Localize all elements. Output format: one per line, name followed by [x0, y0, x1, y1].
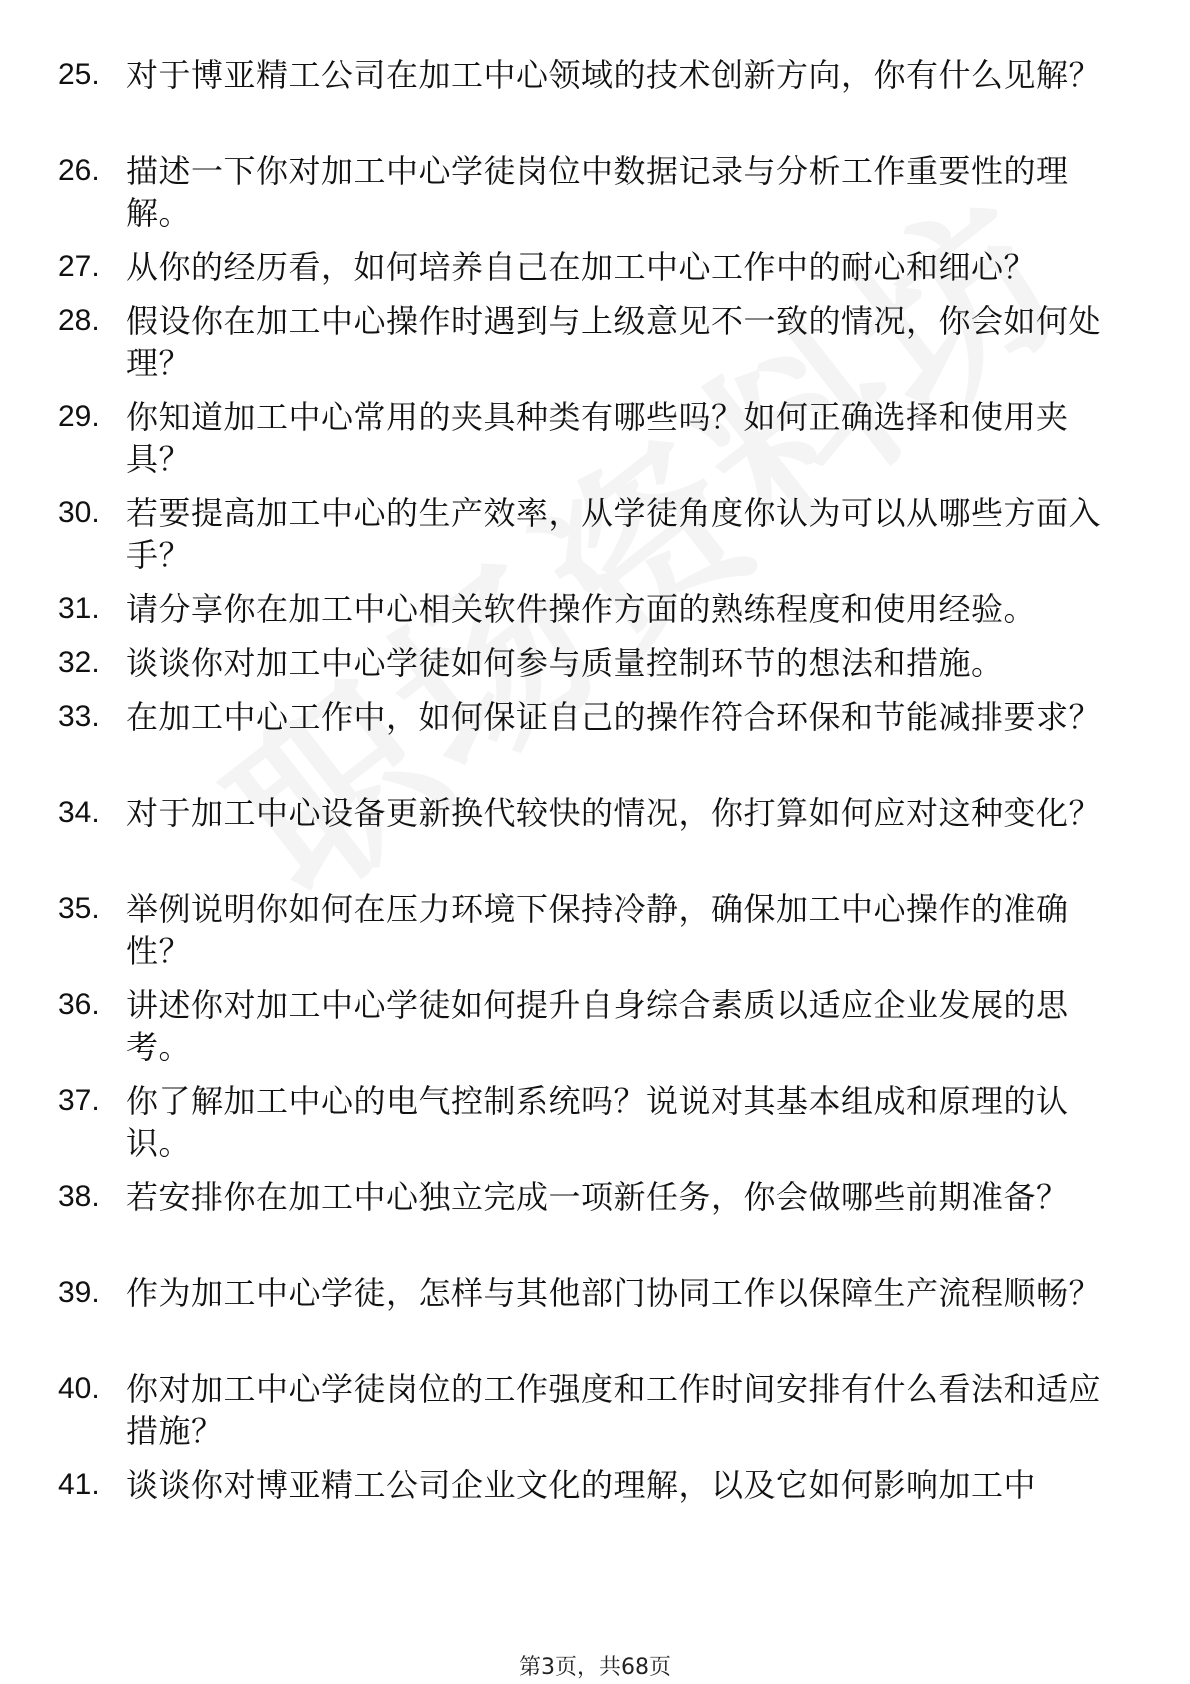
item-text: 假设你在加工中心操作时遇到与上级意见不一致的情况，你会如何处理？ [126, 302, 1102, 382]
item-number: 39. [58, 1276, 100, 1309]
item-number: 38. [58, 1180, 100, 1213]
list-item [58, 888, 1133, 972]
item-number: 30. [58, 496, 100, 529]
item-number: 36. [58, 988, 100, 1021]
item-text: 在加工中心工作中，如何保证自己的操作符合环保和节能减排要求？ [126, 698, 1102, 736]
list-item [58, 246, 1133, 288]
list-item [58, 150, 1133, 234]
item-number: 29. [58, 400, 100, 433]
list-item [58, 696, 1133, 738]
item-number: 33. [58, 700, 100, 733]
list-item [58, 642, 1133, 684]
list-item [58, 1176, 1133, 1218]
item-text: 谈谈你对博亚精工公司企业文化的理解，以及它如何影响加工中 [126, 1466, 1037, 1504]
item-number: 34. [58, 796, 100, 829]
item-number: 26. [58, 154, 100, 187]
item-number: 31. [58, 592, 100, 625]
list-item [58, 1464, 1133, 1506]
item-text: 谈谈你对加工中心学徒如何参与质量控制环节的想法和措施。 [126, 644, 1004, 682]
item-number: 25. [58, 58, 100, 91]
list-item [58, 396, 1133, 480]
item-text: 你对加工中心学徒岗位的工作强度和工作时间安排有什么看法和适应措施？ [126, 1370, 1102, 1450]
item-number: 35. [58, 892, 100, 925]
item-text: 作为加工中心学徒，怎样与其他部门协同工作以保障生产流程顺畅？ [126, 1274, 1102, 1312]
item-number: 28. [58, 304, 100, 337]
item-number: 27. [58, 250, 100, 283]
list-item [58, 1272, 1133, 1314]
item-text: 对于博亚精工公司在加工中心领域的技术创新方向，你有什么见解？ [126, 56, 1102, 94]
item-text: 若要提高加工中心的生产效率，从学徒角度你认为可以从哪些方面入手？ [126, 494, 1102, 574]
list-item [58, 588, 1133, 630]
item-text: 若安排你在加工中心独立完成一项新任务，你会做哪些前期准备？ [126, 1178, 1069, 1216]
list-item [58, 792, 1133, 834]
list-item [58, 984, 1133, 1068]
list-item [58, 1080, 1133, 1164]
list-item [58, 1368, 1133, 1452]
item-number: 41. [58, 1468, 100, 1501]
item-text: 举例说明你如何在压力环境下保持冷静，确保加工中心操作的准确性？ [126, 890, 1069, 970]
item-number: 32. [58, 646, 100, 679]
item-text: 你了解加工中心的电气控制系统吗？说说对其基本组成和原理的认识。 [126, 1082, 1069, 1162]
item-text: 请分享你在加工中心相关软件操作方面的熟练程度和使用经验。 [126, 590, 1037, 628]
item-text: 对于加工中心设备更新换代较快的情况，你打算如何应对这种变化？ [126, 794, 1102, 832]
item-number: 40. [58, 1372, 100, 1405]
page-footer: 第3页，共68页 [519, 1655, 671, 1680]
item-number: 37. [58, 1084, 100, 1117]
item-text: 描述一下你对加工中心学徒岗位中数据记录与分析工作重要性的理解。 [126, 152, 1069, 232]
list-item [58, 54, 1133, 96]
list-item [58, 492, 1133, 576]
list-item [58, 300, 1133, 384]
item-text: 从你的经历看，如何培养自己在加工中心工作中的耐心和细心？ [126, 248, 1037, 286]
item-text: 你知道加工中心常用的夹具种类有哪些吗？如何正确选择和使用夹具？ [126, 398, 1069, 478]
item-text: 讲述你对加工中心学徒如何提升自身综合素质以适应企业发展的思考。 [126, 986, 1069, 1066]
